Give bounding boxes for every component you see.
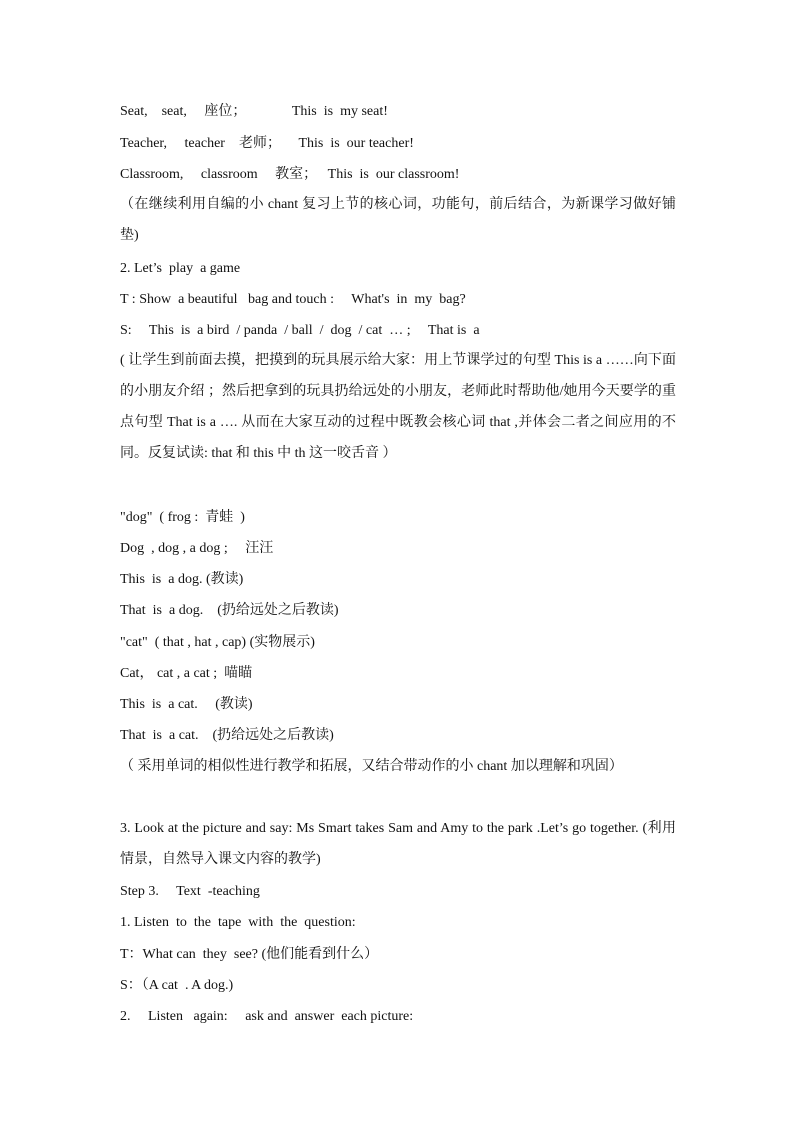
word-dog: "dog" ( frog : 青蛙 ) bbox=[120, 510, 245, 525]
word-cat: "cat" ( that , hat , cap) (实物展示) bbox=[120, 635, 315, 650]
section-play-game: 2. Let’s play a game bbox=[120, 261, 241, 276]
that-is-cat: That is a cat. (扔给远处之后教读) bbox=[120, 728, 334, 743]
note-game-explanation: ( 让学生到前面去摸，把摸到的玩具展示给大家：用上节课学过的句型 This is a ……向下面的小朋友介绍 ；然后把拿到的玩具扔给远处的小朋友，老师此时帮助他/她用今天要学的重点句型 That is a …. 从而在大家互动的过程中既教会核心词 that ,并体会二者之间应用的不同。反复试读: that 和 this 中 th 这一咬舌音 ） bbox=[120, 353, 676, 461]
cat-chant: Cat， cat , a cat ; 喵瞄 bbox=[120, 666, 253, 681]
note-chant-review: （在继续利用自编的小 chant 复习上节的核心词，功能句，前后结合，为新课学习做好铺垫) bbox=[120, 197, 676, 243]
vocab-line-classroom: Classroom, classroom 教室； This is our classroom! bbox=[120, 167, 460, 182]
student-line: S: This is a bird / panda / ball / dog / cat … ; That is a bbox=[120, 323, 480, 338]
listen-question: 1. Listen to the tape with the question: bbox=[120, 915, 356, 930]
vocab-line-seat: Seat, seat, 座位； This is my seat! bbox=[120, 104, 388, 119]
this-is-dog: This is a dog. (教读) bbox=[120, 572, 244, 587]
teacher-question: T：What can they see? (他们能看到什么） bbox=[120, 947, 379, 962]
section-look-say: 3. Look at the picture and say: Ms Smart takes Sam and Amy to the park .Let’s go together. (利用情景，自然导入课文内容的教学) bbox=[120, 821, 676, 867]
listen-again: 2. Listen again: ask and answer each picture: bbox=[120, 1009, 414, 1024]
step-3-heading: Step 3. Text -teaching bbox=[120, 884, 260, 899]
note-similarity: （ 采用单词的相似性进行教学和拓展，又结合带动作的小 chant 加以理解和巩固） bbox=[120, 759, 623, 774]
this-is-cat: This is a cat. (教读) bbox=[120, 697, 253, 712]
vocab-line-teacher: Teacher, teacher 老师； This is our teacher! bbox=[120, 136, 414, 151]
dog-chant: Dog , dog , a dog ; 汪汪 bbox=[120, 541, 274, 556]
that-is-dog: That is a dog. (扔给远处之后教读) bbox=[120, 603, 339, 618]
teacher-line: T : Show a beautiful bag and touch : What's in my bag? bbox=[120, 292, 466, 307]
student-answer: S：（A cat . A dog.) bbox=[120, 978, 234, 993]
